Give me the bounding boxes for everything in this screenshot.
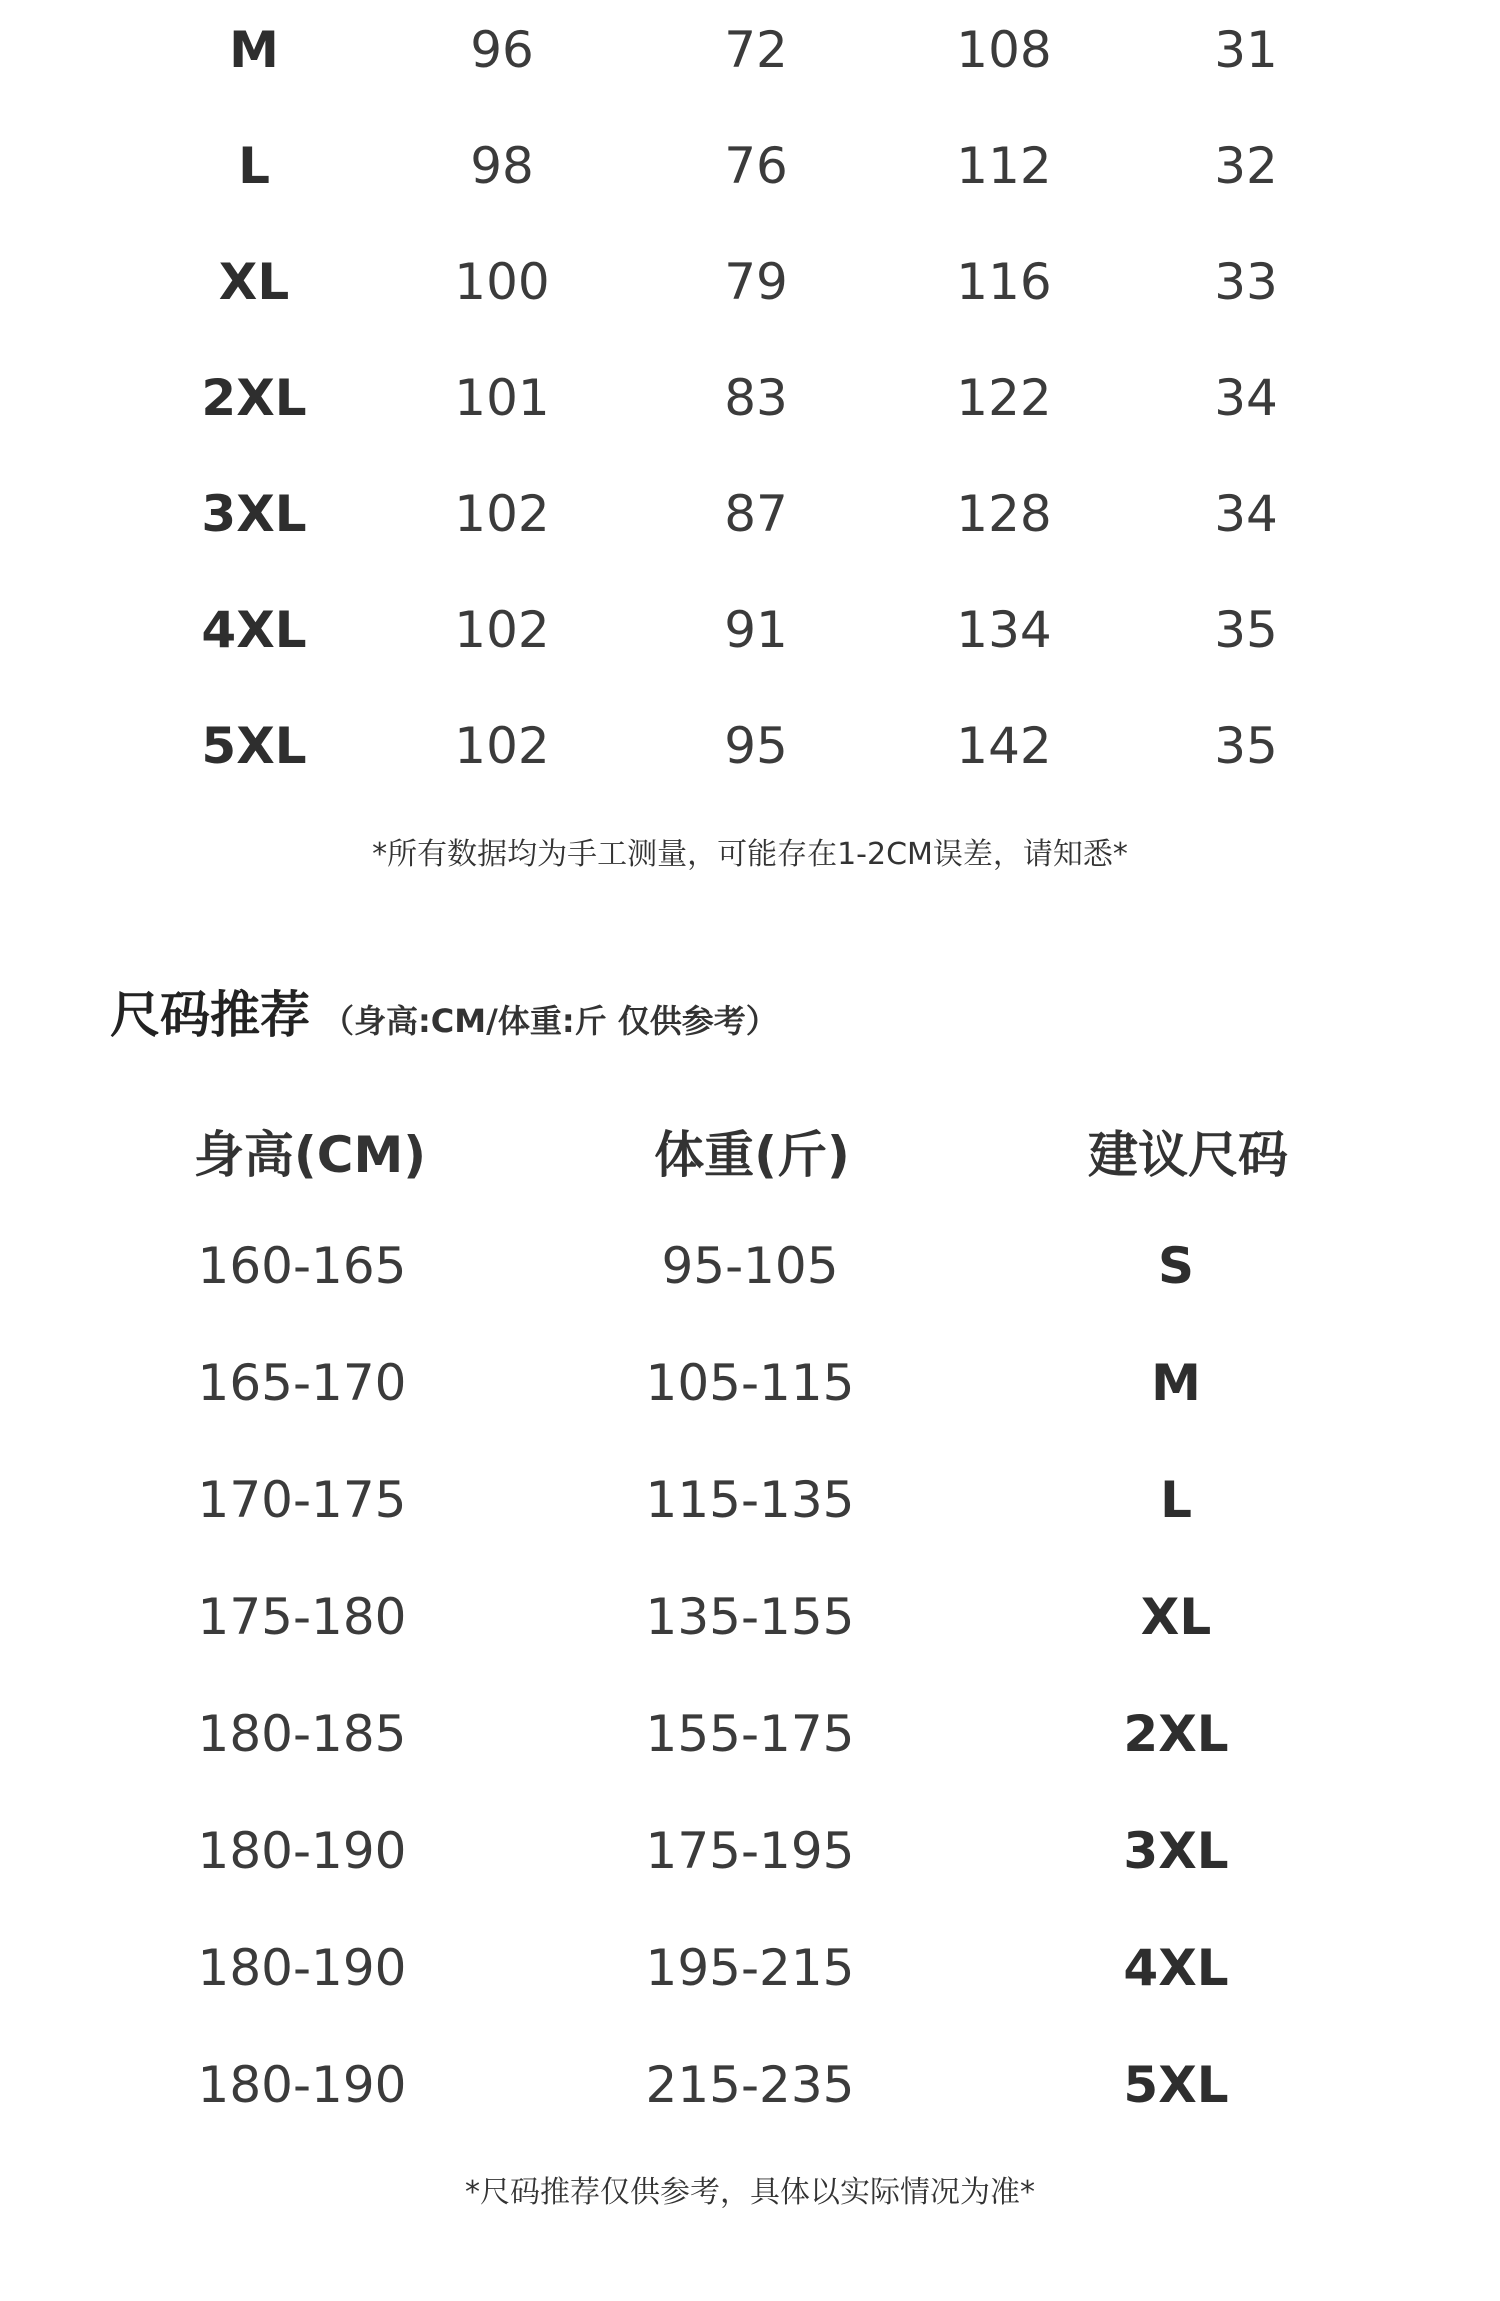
value-cell: 34	[1214, 369, 1278, 427]
value-cell: 122	[956, 369, 1052, 427]
value-cell: 102	[454, 485, 550, 543]
value-cell: 76	[724, 137, 788, 195]
section-title	[110, 986, 778, 1044]
weight-cell: 175-195	[645, 1822, 855, 1880]
value-cell: 98	[470, 137, 534, 195]
weight-cell: 95-105	[661, 1237, 839, 1295]
weight-cell: 115-135	[645, 1471, 855, 1529]
size-cell: 2XL	[201, 369, 307, 427]
value-cell: 134	[956, 601, 1052, 659]
value-cell: 95	[724, 717, 788, 775]
height-cell: 180-190	[197, 1939, 407, 1997]
value-cell: 91	[724, 601, 788, 659]
size-cell: 5XL	[201, 717, 307, 775]
size-cell: XL	[1140, 1588, 1212, 1646]
weight-cell: 135-155	[645, 1588, 855, 1646]
size-cell: XL	[218, 253, 290, 311]
size-cell: 4XL	[201, 601, 307, 659]
value-cell: 101	[454, 369, 550, 427]
size-cell: 5XL	[1123, 2056, 1229, 2114]
value-cell: 72	[724, 21, 788, 79]
size-cell: M	[229, 21, 279, 79]
value-cell: 96	[470, 21, 534, 79]
value-cell: 34	[1214, 485, 1278, 543]
value-cell: 87	[724, 485, 788, 543]
header-weight: 体重(斤)	[654, 1126, 850, 1184]
value-cell: 142	[956, 717, 1052, 775]
recommend-note: *尺码推荐仅供参考，具体以实际情况为准*	[465, 2175, 1035, 2210]
value-cell: 79	[724, 253, 788, 311]
height-cell: 165-170	[197, 1354, 407, 1412]
header-height: 身高(CM)	[193, 1126, 427, 1184]
value-cell: 32	[1214, 137, 1278, 195]
weight-cell: 195-215	[645, 1939, 855, 1997]
value-cell: 100	[454, 253, 550, 311]
size-cell: L	[1160, 1471, 1192, 1529]
height-cell: 170-175	[197, 1471, 407, 1529]
height-cell: 160-165	[197, 1237, 407, 1295]
value-cell: 128	[956, 485, 1052, 543]
value-cell: 35	[1214, 601, 1278, 659]
value-cell: 102	[454, 601, 550, 659]
value-cell: 108	[956, 21, 1052, 79]
size-cell: M	[1151, 1354, 1201, 1412]
height-cell: 180-190	[197, 1822, 407, 1880]
size-cell: 3XL	[1123, 1822, 1229, 1880]
size-cell: L	[238, 137, 270, 195]
value-cell: 83	[724, 369, 788, 427]
header-size: 建议尺码	[1088, 1126, 1288, 1184]
value-cell: 112	[956, 137, 1052, 195]
measurement-note: *所有数据均为手工测量，可能存在1-2CM误差，请知悉*	[372, 837, 1128, 872]
section-title-main: 尺码推荐	[110, 986, 310, 1044]
height-cell: 175-180	[197, 1588, 407, 1646]
size-cell: 4XL	[1123, 1939, 1229, 1997]
height-cell: 180-185	[197, 1705, 407, 1763]
section-title-subtitle: （身高:CM/体重:斤 仅供参考）	[322, 1002, 778, 1040]
value-cell: 102	[454, 717, 550, 775]
size-cell: S	[1157, 1237, 1195, 1295]
value-cell: 31	[1214, 21, 1278, 79]
weight-cell: 105-115	[645, 1354, 855, 1412]
value-cell: 33	[1214, 253, 1278, 311]
value-cell: 35	[1214, 717, 1278, 775]
weight-cell: 155-175	[645, 1705, 855, 1763]
height-cell: 180-190	[197, 2056, 407, 2114]
size-cell: 3XL	[201, 485, 307, 543]
weight-cell: 215-235	[645, 2056, 855, 2114]
size-cell: 2XL	[1123, 1705, 1229, 1763]
value-cell: 116	[956, 253, 1052, 311]
